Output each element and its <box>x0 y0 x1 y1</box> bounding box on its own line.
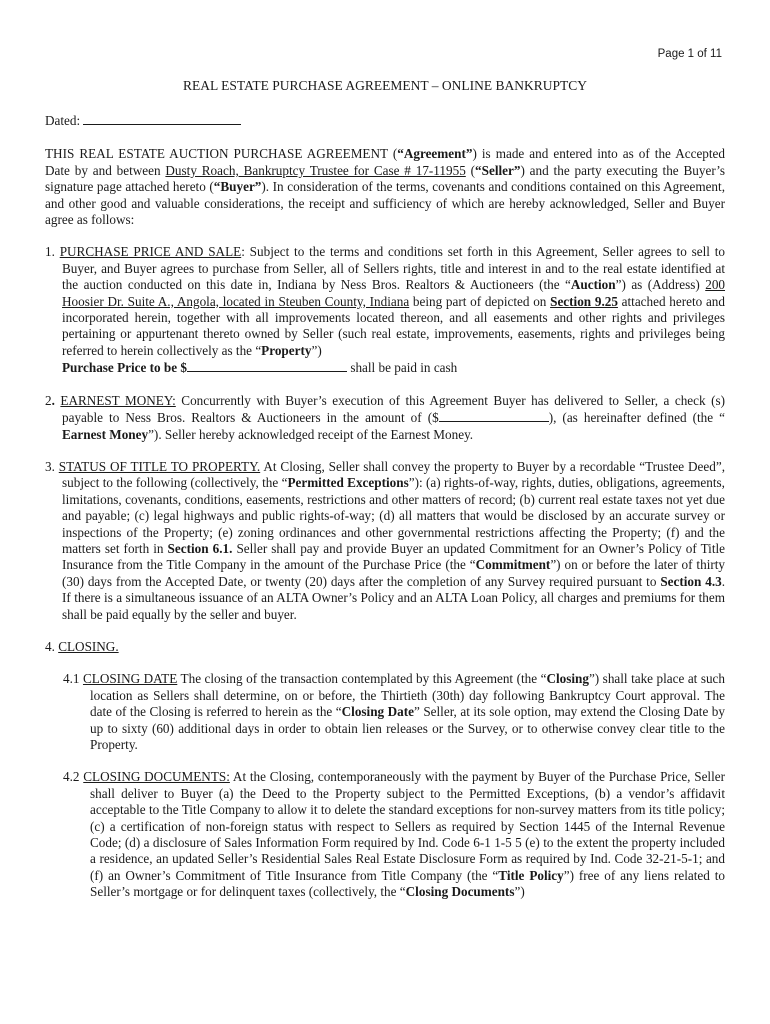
page-number: Page 1 of 11 <box>657 48 722 60</box>
section-4-2: 4.2 CLOSING DOCUMENTS: At the Closing, contemporaneously with the payment by Buyer of the Purchase Price, Seller shall deliver to Buyer (a) the Deed to the Property subject to the Permitted Exceptions, (b) a vendor’s affidavit acceptable to the Title Company to allow it to delete the standard exceptions for non-survey matters from its title policy; (c) a certification of non-foreign status with respect to Sellers as required by Section 1445 of the Internal Revenue Code; (d) a disclosure of Sales Information Form required by Ind. Code 6-1 1-5 5 (e) to the extent the property included a residence, an updated Seller’s Residential Sales Real Estate Disclosure Form as required by Ind. Code 32-21-5-1; and (f) an Owner’s Commitment of Title Insurance from Title Company (the “Title Policy”) free of any liens related to Seller’s mortgage or for delinquent taxes (collectively, the “Closing Documents”) <box>63 769 725 900</box>
purchase-price-blank[interactable] <box>187 359 347 372</box>
earnest-amount-blank[interactable] <box>439 409 549 422</box>
section-2: 2. EARNEST MONEY: Concurrently with Buyer’s execution of this Agreement Buyer has delivered to Seller, a check (s) payable to Ness Bros. Realtors & Auctioneers in the amount of ($ ), (as hereinafter defined (the “ Earnest Money”). Seller hereby acknowledged receipt of the Earnest Money. <box>45 392 725 442</box>
intro-paragraph: THIS REAL ESTATE AUCTION PURCHASE AGREEMENT (“Agreement”) is made and entered into as of the Accepted Date by and between Dusty Roach, Bankruptcy Trustee for Case # 17-11955 (“Seller”) and the party executing the Buyer’s signature page attached hereto (“Buyer”). In consideration of the terms, covenants and conditions contained on this Agreement, and other good and valuable considerations, the receipt and sufficiency of which are hereby acknowledged, Seller and Buyer agree as follows: <box>45 146 725 228</box>
property-address: 200 Hoosier Dr. Suite A., Angola, located in Steuben County, Indiana <box>62 277 726 309</box>
dated-label: Dated: <box>45 113 81 128</box>
section-1-heading: PURCHASE PRICE AND SALE <box>59 244 242 260</box>
section-4-1: 4.1 CLOSING DATE The closing of the transaction contemplated by this Agreement (the “Closing”) shall take place at such location as Sellers shall determine, on or before, the Thirtieth (30th) day following Bankruptcy Court approval. The date of the Closing is referred to herein as the “Closing Date” Seller, at its sole option, may extend the Closing Date by up to sixty (60) additional days in order to obtain lien releases or the Survey, or to otherwise convey clear title to the Property. <box>63 671 725 752</box>
section-3-heading: STATUS OF TITLE TO PROPERTY. <box>58 458 261 474</box>
document-body <box>45 112 725 917</box>
section-4-heading: CLOSING. <box>58 638 119 654</box>
dated-line <box>45 112 725 129</box>
section-4: 4. CLOSING. <box>45 638 119 654</box>
trustee-name: Dusty Roach, Bankruptcy Trustee for Case # 17-11955 <box>165 162 466 178</box>
purchase-price-line: Purchase Price to be $ shall be paid in cash <box>62 360 458 376</box>
section-2-heading: EARNEST MONEY: <box>60 392 176 408</box>
section-4-2-heading: CLOSING DOCUMENTS: <box>83 769 230 785</box>
section-3: 3. STATUS OF TITLE TO PROPERTY. At Closing, Seller shall convey the property to Buyer by a recordable “Trustee Deed”, subject to the following (collectively, the “Permitted Exceptions”): (a) rights-of-way, rights, duties, obligations, agreements, limitations, covenants, conditions, easements, restrictions and other matters of record; (b) current real estate taxes not yet due and payable; (c) legal highways and public rights-of-way; (d) all matters that would be disclosed by an accurate survey or inspections of the Property; (e) zoning ordinances and other governmental restrictions affecting the Property; (f) and the matters set forth in Section 6.1. Seller shall pay and provide Buyer an updated Commitment for an Owner’s Policy of Title Insurance from the Title Company in the amount of the Purchase Price (the “Commitment”) on or before the later of thirty (30) days from the Accepted Date, or twenty (20) days after the completion of any Survey required pursuant to Section 4.3. If there is a simultaneous issuance of an ALTA Owner’s Policy and an ALTA Loan Policy, all charges and premiums for them shall be paid equally by the seller and buyer. <box>45 458 726 622</box>
section-1: 1. PURCHASE PRICE AND SALE: Subject to the terms and conditions set forth in this Agreement, Seller agrees to sell to Buyer, and Buyer agrees to purchase from Seller, all of Sellers rights, title and interest in and to the real estate identified at the auction conducted on this date in, Indiana by Ness Bros. Realtors & Auctioneers (the “Auction”) as (Address) 200 Hoosier Dr. Suite A., Angola, located in Steuben County, Indiana being part of depicted on Section 9.25 attached hereto and incorporated herein, together with all improvements located thereon, and all easements and other rights and privileges pertaining or appurtenant thereto owned by Seller (such real estate, improvements, easements, rights and privileges being referred to herein collectively as the “Property”) Purchase Price to be $ shall be paid in cash <box>45 244 726 376</box>
section-4-1-heading: CLOSING DATE <box>82 671 178 687</box>
document-title: REAL ESTATE PURCHASE AGREEMENT – ONLINE BANKRUPTCY <box>183 78 587 93</box>
dated-blank[interactable] <box>83 112 241 125</box>
